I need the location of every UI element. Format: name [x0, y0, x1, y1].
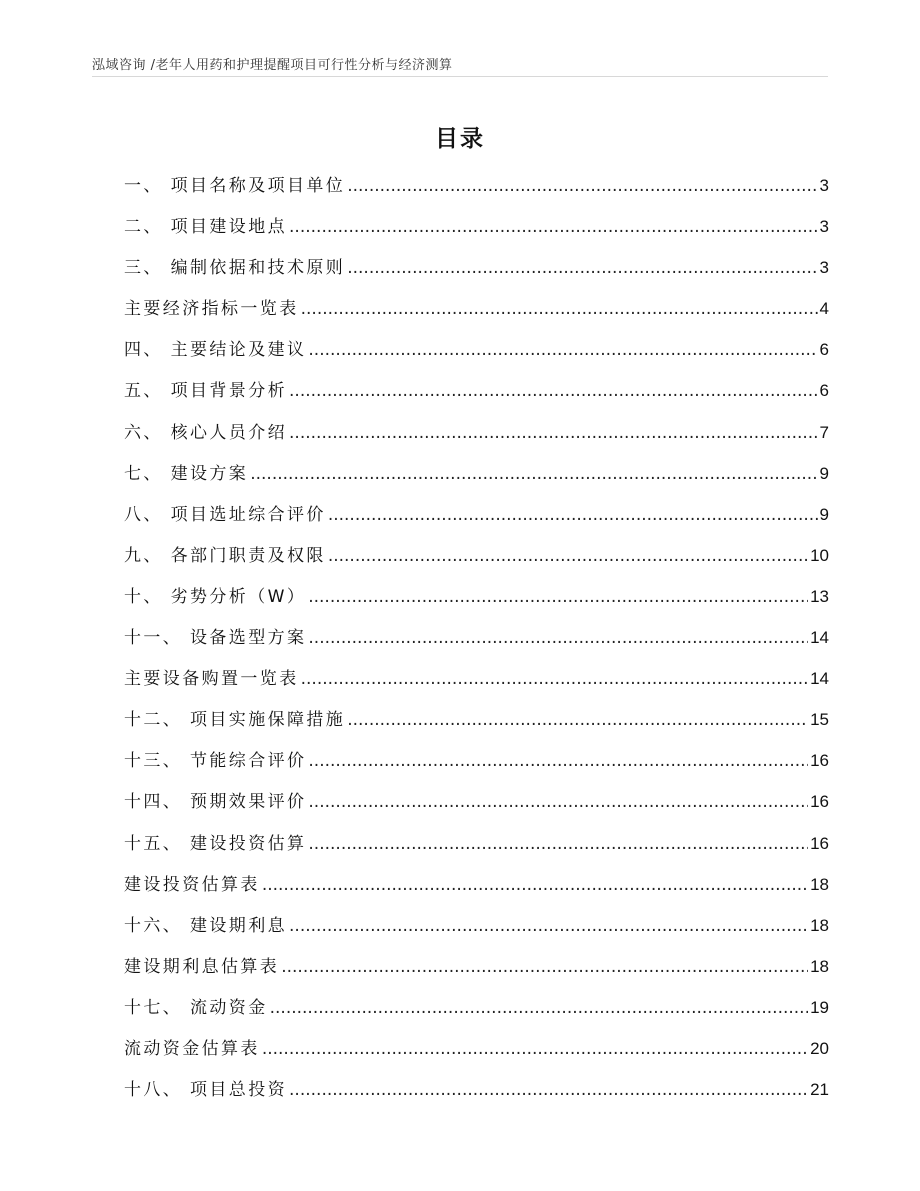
dot-leader [347, 170, 817, 202]
toc-entry-label: 三、 编制依据和技术原则 [124, 258, 346, 279]
toc-entry-page: 3 [819, 176, 829, 195]
toc-entry-label: 一、 项目名称及项目单位 [124, 176, 346, 196]
toc-entry-label: 二、 项目建设地点 [124, 217, 288, 238]
toc-entry-page: 18 [810, 915, 829, 935]
toc-entry-page: 6 [819, 340, 829, 360]
toc-entry[interactable] [124, 375, 829, 416]
toc-entry[interactable] [124, 951, 829, 992]
dot-leader [328, 499, 818, 531]
toc-entry[interactable] [124, 458, 829, 499]
toc-entry-label: 十八、 项目总投资 [124, 1080, 288, 1101]
toc-entry[interactable] [124, 252, 829, 293]
toc-entry-page: 6 [819, 381, 829, 401]
toc-entry[interactable] [124, 992, 829, 1033]
dot-leader [262, 869, 808, 901]
dot-leader [347, 704, 808, 736]
dot-leader [289, 910, 808, 942]
toc-entry[interactable] [124, 334, 829, 375]
toc-entry-page: 9 [819, 463, 829, 483]
dot-leader [308, 745, 808, 777]
toc-entry[interactable] [124, 704, 829, 745]
dot-leader [308, 828, 808, 860]
toc-entry-page: 20 [810, 1038, 829, 1058]
toc-entry-label: 十三、 节能综合评价 [124, 751, 307, 772]
toc-entry-page: 4 [819, 299, 829, 319]
toc-entry-label: 十二、 项目实施保障措施 [124, 710, 346, 731]
dot-leader [281, 951, 808, 983]
toc-entry[interactable] [124, 786, 829, 827]
toc-entry[interactable] [124, 211, 829, 252]
toc-entry[interactable] [124, 581, 829, 622]
toc-entry[interactable] [124, 170, 829, 211]
toc-entry-page: 9 [819, 504, 829, 524]
dot-leader [289, 211, 818, 243]
toc-entry-label: 六、 核心人员介绍 [124, 422, 288, 443]
toc-entry[interactable] [124, 499, 829, 540]
toc-entry-page: 15 [810, 710, 829, 730]
toc-entry-label: 十七、 流动资金 [124, 997, 268, 1018]
dot-leader [308, 786, 808, 818]
toc-entry[interactable] [124, 910, 829, 951]
dot-leader [308, 581, 808, 613]
toc-entry[interactable] [124, 745, 829, 786]
toc-entry[interactable] [124, 869, 829, 910]
dot-leader [262, 1033, 808, 1065]
toc-entry[interactable] [124, 1074, 829, 1115]
toc-entry-label: 主要经济指标一览表 [124, 299, 299, 320]
toc-entry-page: 14 [810, 669, 829, 689]
dot-leader [347, 252, 817, 284]
toc-entry-page: 7 [819, 422, 829, 442]
dot-leader [301, 293, 818, 325]
toc-entry-page: 16 [810, 751, 829, 771]
toc-entry-page: 13 [810, 586, 829, 606]
running-header: 泓域咨询 /老年人用药和护理提醒项目可行性分析与经济测算 [92, 58, 453, 73]
dot-leader [328, 540, 808, 572]
header-divider [92, 76, 828, 77]
toc-entry[interactable] [124, 828, 829, 869]
toc-entry[interactable] [124, 540, 829, 581]
toc-entry-label: 十六、 建设期利息 [124, 915, 288, 936]
dot-leader [250, 458, 817, 490]
toc-entry[interactable] [124, 663, 829, 704]
toc-entry-label: 流动资金估算表 [124, 1038, 260, 1059]
toc-entry-label: 建设期利息估算表 [124, 956, 280, 977]
dot-leader [270, 992, 808, 1024]
toc-entry-label: 主要设备购置一览表 [124, 669, 299, 690]
toc-entry-page: 14 [810, 628, 829, 648]
toc-entry-page: 10 [810, 545, 829, 565]
toc-entry-label: 四、 主要结论及建议 [124, 340, 307, 361]
toc-entry-page: 18 [810, 874, 829, 894]
toc-entry-page: 3 [819, 258, 829, 278]
toc-entry-label: 十一、 设备选型方案 [124, 628, 307, 649]
toc-entry[interactable] [124, 1033, 829, 1074]
toc-entry-label: 七、 建设方案 [124, 463, 249, 484]
toc-entry-label: 十五、 建设投资估算 [124, 833, 307, 854]
toc-entry-page: 3 [819, 217, 829, 237]
toc-entry[interactable] [124, 622, 829, 663]
dot-leader [289, 417, 818, 449]
toc-entry-label: 十四、 预期效果评价 [124, 792, 307, 813]
toc-entry[interactable] [124, 293, 829, 334]
toc-entry-page: 21 [810, 1080, 829, 1100]
toc-entry-label: 十、 劣势分析（W） [124, 586, 307, 607]
toc-entry-page: 16 [810, 833, 829, 853]
dot-leader [308, 334, 817, 366]
page-title: 目录 [435, 126, 485, 152]
toc-entry-page: 19 [810, 997, 829, 1017]
toc-entry-label: 建设投资估算表 [124, 874, 260, 895]
toc-entry-label: 八、 项目选址综合评价 [124, 504, 326, 525]
dot-leader [289, 1074, 808, 1106]
toc-entry[interactable] [124, 417, 829, 458]
dot-leader [308, 622, 808, 654]
toc-entry-label: 九、 各部门职责及权限 [124, 545, 326, 566]
toc-entry-page: 16 [810, 792, 829, 812]
table-of-contents [124, 170, 829, 1115]
toc-entry-label: 五、 项目背景分析 [124, 381, 288, 402]
dot-leader [301, 663, 808, 695]
dot-leader [289, 375, 818, 407]
toc-entry-page: 18 [810, 956, 829, 976]
